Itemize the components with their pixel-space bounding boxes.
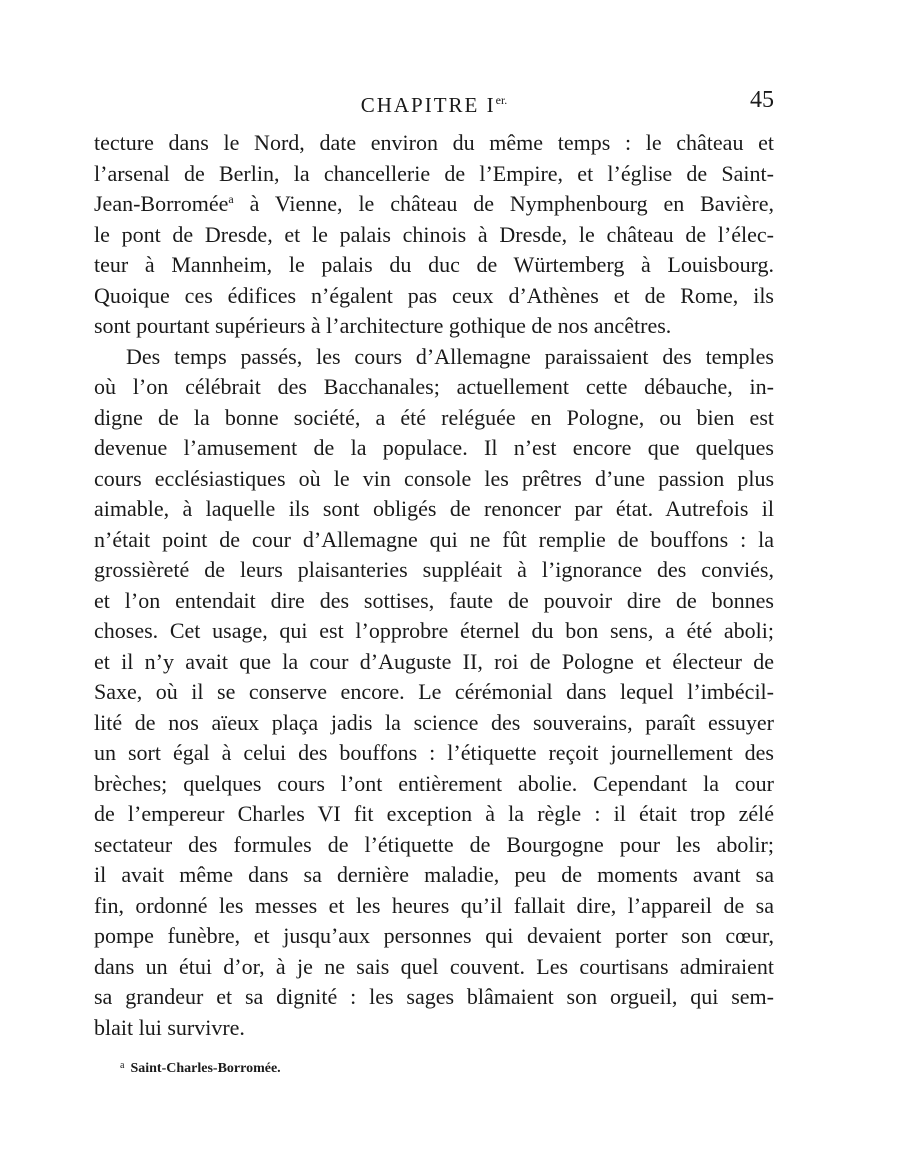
text-line: cours ecclésiastiques où le vin console les prêtres d’une passion plus [94,465,774,491]
text-line: un sort égal à celui des bouffons : l’étiquette reçoit journellement des [94,740,774,765]
text-line: teur à Mannheim, le palais du duc de Würtemberg à Louisbourg. [94,252,774,277]
running-head [94,86,774,116]
text-line: brèches; quelques cours l’ont entièrement abolie. Cependant la cour [94,770,774,796]
text-line: Des temps passés, les cours d’Allemagne paraissaient des temples [126,343,774,369]
chapter-heading [94,86,774,119]
text-line: et il n’y avait que la cour d’Auguste II, roi de Pologne et électeur de [94,648,774,674]
text-line: digne de la bonne société, a été reléguée en Pologne, ou bien est [94,404,774,430]
chapter-title-superscript: er. [495,93,508,107]
footnote-mark: a [120,1060,125,1071]
page-number: 45 [750,87,774,113]
paragraph-1 [94,128,774,342]
footnote-text: Saint-Charles-Borromée. [130,1061,281,1076]
text-line: Quoique ces édifices n’égalent pas ceux d’Athènes et de Rome, ils [94,282,774,308]
text-line-rest: à Vienne, le château de Nymphenbourg en Bavière, [249,191,774,216]
text-line: sa grandeur et sa dignité : les sages blâmaient son orgueil, qui sem- [94,984,774,1009]
text-line: choses. Cet usage, qui est l’opprobre éternel du bon sens, a été aboli; [94,618,774,643]
text-line: devenue l’amusement de la populace. Il n’est encore que quelques [94,435,774,460]
text-line: sectateur des formules de l’étiquette de Bourgogne pour les abolir; [94,831,774,857]
text-line: fin, ordonné les messes et les heures qu’il fallait dire, l’appareil de sa [94,892,774,918]
chapter-title: CHAPITRE I [360,93,496,117]
text-line: dans un étui d’or, à je ne sais quel couvent. Les courtisans admiraient [94,953,774,979]
text-line-start: Jean-Borromée [94,191,229,216]
text-line: et l’on entendait dire des sottises, faute de pouvoir dire de bonnes [94,587,774,613]
text-line: de l’empereur Charles VI fit exception à la règle : il était trop zélé [94,801,774,826]
text-line: où l’on célébrait des Bacchanales; actuellement cette débauche, in- [94,374,774,399]
text-line: Saxe, où il se conserve encore. Le cérémonial dans lequel l’imbécil- [94,679,774,704]
text-line: aimable, à laquelle ils sont obligés de renoncer par état. Autrefois il [94,496,774,521]
text-line: le pont de Dresde, et le palais chinois à Dresde, le château de l’élec- [94,221,774,247]
text-line: lité de nos aïeux plaça jadis la science des souverains, paraît essuyer [94,709,774,735]
text-line: sont pourtant supérieurs à l’architecture gothique de nos ancêtres. [94,313,672,338]
text-line: l’arsenal de Berlin, la chancellerie de l’Empire, et l’église de Saint- [94,160,774,186]
text-line: n’était point de cour d’Allemagne qui ne fût remplie de bouffons : la [94,526,774,552]
text-line: blait lui survivre. [94,1014,245,1040]
footnote [120,1056,281,1079]
text-line: il avait même dans sa dernière maladie, peu de moments avant sa [94,862,774,887]
text-line: tecture dans le Nord, date environ du même temps : le château et [94,130,774,155]
text-line: grossièreté de leurs plaisanteries suppléait à l’ignorance des conviés, [94,557,774,582]
text-line [94,189,774,220]
paragraph-2 [94,342,774,1044]
body-text [94,128,774,1043]
text-line: pompe funèbre, et jusqu’aux personnes qui devaient porter son cœur, [94,923,774,948]
footnote-reference: a [228,192,234,206]
